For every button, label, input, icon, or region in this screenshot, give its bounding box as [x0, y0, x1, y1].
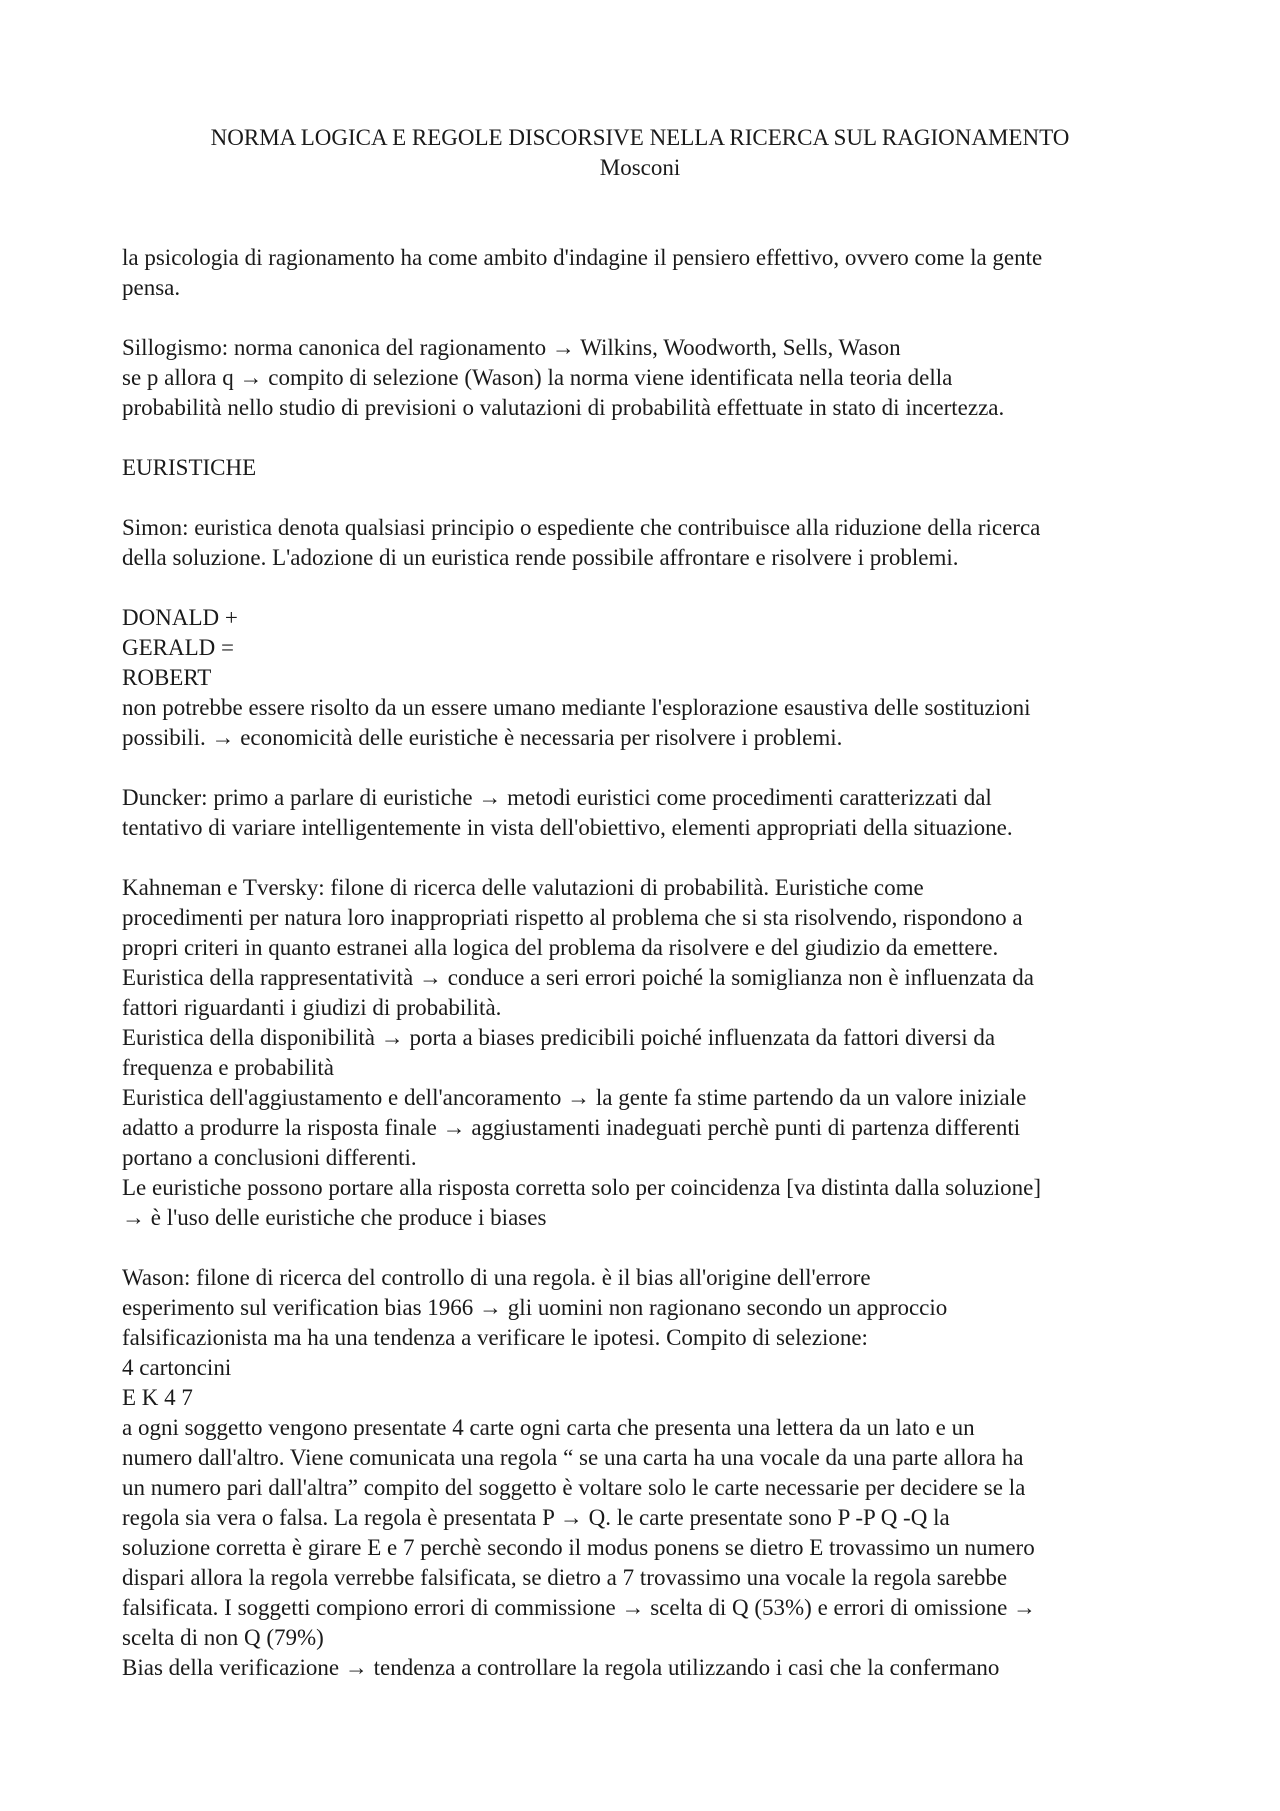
- text-line: esperimento sul verification bias 1966 → gli uomini non ragionano secondo un approccio: [122, 1295, 948, 1320]
- paragraph-duncker: [122, 783, 1174, 843]
- text-line: portano a conclusioni differenti.: [122, 1145, 417, 1170]
- text-line: E K 4 7: [122, 1385, 193, 1410]
- section-heading: EURISTICHE: [122, 455, 257, 480]
- text-line: possibili. → economicità delle euristiche è necessaria per risolvere i problemi.: [122, 725, 843, 750]
- text-line: probabilità nello studio di previsioni o valutazioni di probabilità effettuate in stato di incertezza.: [122, 395, 1005, 420]
- text-line: GERALD =: [122, 635, 234, 660]
- text-line: Sillogismo: norma canonica del ragionamento → Wilkins, Woodworth, Sells, Wason: [122, 335, 901, 360]
- text-line: Simon: euristica denota qualsiasi principio o espediente che contribuisce alla riduzione della ricerca: [122, 515, 1041, 540]
- text-line: falsificazionista ma ha una tendenza a verificare le ipotesi. Compito di selezione:: [122, 1325, 868, 1350]
- text-line: se p allora q → compito di selezione (Wason) la norma viene identificata nella teoria della: [122, 365, 953, 390]
- text-line: della soluzione. L'adozione di un euristica rende possibile affrontare e risolvere i problemi.: [122, 545, 959, 570]
- paragraph-wason: [122, 1263, 1174, 1683]
- text-line: scelta di non Q (79%): [122, 1625, 324, 1650]
- document-author: Mosconi: [599, 155, 681, 180]
- text-line: Kahneman e Tversky: filone di ricerca delle valutazioni di probabilità. Euristiche come: [122, 875, 924, 900]
- text-line: numero dall'altro. Viene comunicata una regola “ se una carta ha una vocale da una parte allora ha: [122, 1445, 1024, 1470]
- text-line: a ogni soggetto vengono presentate 4 carte ogni carta che presenta una lettera da un lato e un: [122, 1415, 975, 1440]
- text-line: adatto a produrre la risposta finale → aggiustamenti inadeguati perchè punti di partenza differenti: [122, 1115, 1021, 1140]
- text-line: falsificata. I soggetti compiono errori di commissione → scelta di Q (53%) e errori di omissione →: [122, 1595, 1037, 1620]
- text-line: Wason: filone di ricerca del controllo di una regola. è il bias all'origine dell'errore: [122, 1265, 871, 1290]
- text-line: ROBERT: [122, 665, 212, 690]
- text-line: propri criteri in quanto estranei alla logica del problema da risolvere e del giudizio da emettere.: [122, 935, 999, 960]
- text-line: Euristica dell'aggiustamento e dell'ancoramento → la gente fa stime partendo da un valore iniziale: [122, 1085, 1027, 1110]
- paragraph-intro: [122, 243, 1174, 303]
- text-line: dispari allora la regola verrebbe falsificata, se dietro a 7 trovassimo una vocale la regola sarebbe: [122, 1565, 1008, 1590]
- text-line: regola sia vera o falsa. La regola è presentata P → Q. le carte presentate sono P -P Q -Q la: [122, 1505, 950, 1530]
- text-line: 4 cartoncini: [122, 1355, 232, 1380]
- paragraph-syllogism: [122, 333, 1174, 423]
- text-line: Euristica della disponibilità → porta a biases predicibili poiché influenzata da fattori diversi da: [122, 1025, 996, 1050]
- paragraph-puzzle: [122, 603, 1174, 753]
- text-line: Le euristiche possono portare alla risposta corretta solo per coincidenza [va distinta dalla soluzione]: [122, 1175, 1042, 1200]
- text-line: procedimenti per natura loro inappropriati rispetto al problema che si sta risolvendo, rispondono a: [122, 905, 1023, 930]
- document-title: NORMA LOGICA E REGOLE DISCORSIVE NELLA RICERCA SUL RAGIONAMENTO: [210, 125, 1070, 150]
- text-line: Duncker: primo a parlare di euristiche → metodi euristici come procedimenti caratterizzati dal: [122, 785, 992, 810]
- text-line: soluzione corretta è girare E e 7 perchè secondo il modus ponens se dietro E trovassimo un numero: [122, 1535, 1035, 1560]
- text-line: fattori riguardanti i giudizi di probabilità.: [122, 995, 502, 1020]
- document-body: [122, 243, 1174, 1683]
- text-line: Euristica della rappresentatività → conduce a seri errori poiché la somiglianza non è influenzata da: [122, 965, 1034, 990]
- paragraph-kahneman: [122, 873, 1174, 1233]
- text-line: Bias della verificazione → tendenza a controllare la regola utilizzando i casi che la confermano: [122, 1655, 1000, 1680]
- text-line: non potrebbe essere risolto da un essere umano mediante l'esplorazione esaustiva delle sostituzioni: [122, 695, 1031, 720]
- text-line: pensa.: [122, 275, 181, 300]
- document-header: [0, 123, 1280, 183]
- section-heading-euristiche: [122, 453, 1174, 483]
- text-line: DONALD +: [122, 605, 238, 630]
- text-line: frequenza e probabilità: [122, 1055, 334, 1080]
- text-line: tentativo di variare intelligentemente in vista dell'obiettivo, elementi appropriati della situazione.: [122, 815, 1013, 840]
- text-line: un numero pari dall'altra” compito del soggetto è voltare solo le carte necessarie per decidere se la: [122, 1475, 1026, 1500]
- text-line: la psicologia di ragionamento ha come ambito d'indagine il pensiero effettivo, ovvero come la gente: [122, 245, 1043, 270]
- text-line: → è l'uso delle euristiche che produce i biases: [122, 1205, 547, 1230]
- paragraph-simon: [122, 513, 1174, 573]
